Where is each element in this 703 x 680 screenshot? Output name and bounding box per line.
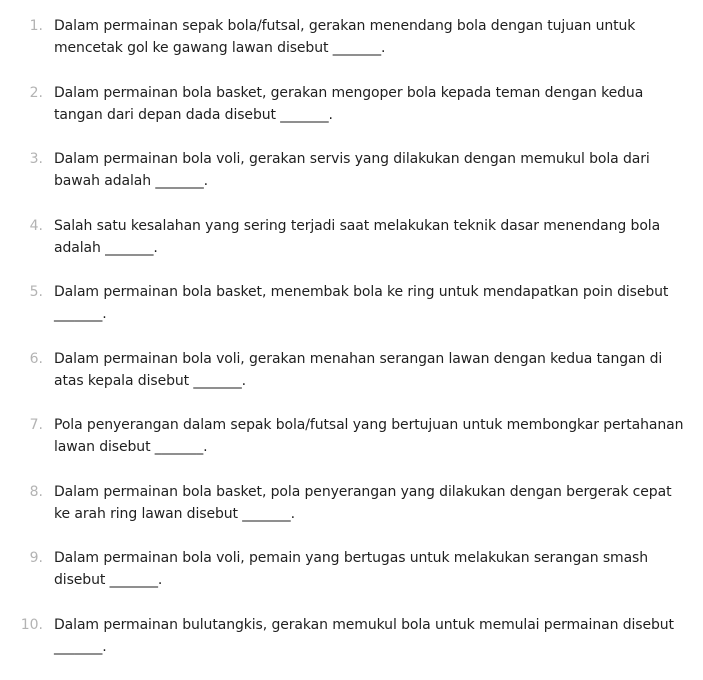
question-number: 1.: [30, 15, 43, 37]
question-item: [0, 481, 703, 548]
question-item: [0, 348, 703, 415]
question-number: 2.: [30, 82, 43, 104]
question-item: [0, 281, 703, 348]
question-text: Salah satu kesalahan yang sering terjadi saat melakukan teknik dasar menendang bola adalah _______.: [54, 215, 690, 259]
question-text: Dalam permainan bola basket, menembak bola ke ring untuk mendapatkan poin disebut _______.: [54, 281, 690, 325]
question-item: [0, 15, 703, 82]
question-text: Dalam permainan bola voli, pemain yang bertugas untuk melakukan serangan smash disebut _______.: [54, 547, 690, 591]
question-text: Dalam permainan bola basket, gerakan mengoper bola kepada teman dengan kedua tangan dari depan dada disebut _______.: [54, 82, 690, 126]
question-text: Dalam permainan bola basket, pola penyerangan yang dilakukan dengan bergerak cepat ke arah ring lawan disebut _______.: [54, 481, 690, 525]
question-number: 3.: [30, 148, 43, 170]
question-number: 5.: [30, 281, 43, 303]
question-text: Dalam permainan sepak bola/futsal, gerakan menendang bola dengan tujuan untuk mencetak gol ke gawang lawan disebut _______.: [54, 15, 690, 59]
question-number: 9.: [30, 547, 43, 569]
question-item: [0, 82, 703, 149]
question-text: Dalam permainan bulutangkis, gerakan memukul bola untuk memulai permainan disebut _______.: [54, 614, 690, 658]
question-number: 7.: [30, 414, 43, 436]
question-number: 4.: [30, 215, 43, 237]
question-item: [0, 148, 703, 215]
question-item: [0, 547, 703, 614]
question-number: 10.: [21, 614, 43, 636]
question-number: 6.: [30, 348, 43, 370]
question-item: [0, 414, 703, 481]
question-number: 8.: [30, 481, 43, 503]
question-text: Pola penyerangan dalam sepak bola/futsal yang bertujuan untuk membongkar pertahanan lawan disebut _______.: [54, 414, 690, 458]
question-list: [0, 15, 703, 680]
question-text: Dalam permainan bola voli, gerakan servis yang dilakukan dengan memukul bola dari bawah adalah _______.: [54, 148, 690, 192]
question-item: [0, 614, 703, 680]
question-item: [0, 215, 703, 282]
question-text: Dalam permainan bola voli, gerakan menahan serangan lawan dengan kedua tangan di atas kepala disebut _______.: [54, 348, 690, 392]
